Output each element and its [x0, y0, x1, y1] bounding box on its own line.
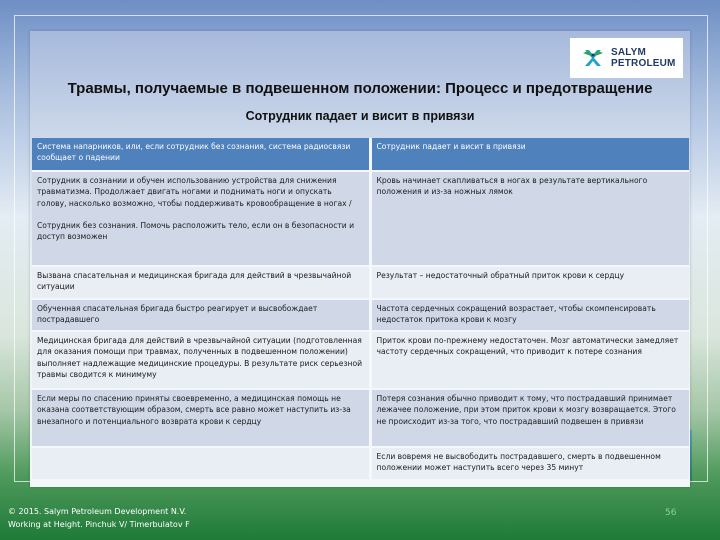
- slide-footer: [8, 505, 190, 531]
- slide-title: Травмы, получаемые в подвешенном положении: Процесс и предотвращение: [67, 80, 653, 97]
- table-cell-left: Вызвана спасательная и медицинская бригада для действий в чрезвычайной ситуации: [32, 266, 370, 299]
- slide-subtitle: Сотрудник падает и висит в привязи: [245, 109, 475, 123]
- table-row: [32, 266, 689, 299]
- cell-text: Сотрудник в сознании и обучен использованию устройства для снижения травматизма. Продолжает двигать ногами и поднимать ноги и опускать голову, насколько возможно, чтобы поддерживать кровообращение в ногах /: [37, 176, 352, 208]
- table-cell-left: Обученная спасательная бригада быстро реагирует и высвобождает пострадавшего: [32, 299, 370, 331]
- table-row: [32, 389, 689, 447]
- table-row: [32, 447, 689, 480]
- table-cell-right: Кровь начинает скапливаться в ногах в результате вертикального положения и из-за ножных лямок: [370, 171, 689, 266]
- table-cell-right: Если вовремя не высвободить пострадавшего, смерть в подвешенном положении может наступить всего через 35 минут: [370, 447, 689, 480]
- table-row: [32, 331, 689, 389]
- logo-text: [611, 47, 676, 69]
- footer-authors: Working at Height. Pinchuk V/ Timerbulatov F: [8, 520, 190, 529]
- table-cell-right: Частота сердечных сокращений возрастает, чтобы скомпенсировать недостаток притока крови к мозгу: [370, 299, 689, 331]
- cell-text-extra: Сотрудник без сознания. Помочь расположить тело, если он в безопасности и доступ возможен: [37, 220, 355, 242]
- table-cell-right: Приток крови по-прежнему недостаточен. Мозг автоматически замедляет частоту сердечных сокращений, что приводит к потере сознания: [370, 331, 689, 389]
- table-row: [32, 171, 689, 266]
- logo-line-2: PETROLEUM: [611, 58, 676, 69]
- table-row: [32, 299, 689, 331]
- table-cell-right: Потеря сознания обычно приводит к тому, что пострадавший принимает лежачее положение, при этом приток крови к мозгу возвращается. Этого не происходит из-за того, что пострадавший подвешен в привязи: [370, 389, 689, 447]
- header-cell-right: Сотрудник падает и висит в привязи: [370, 138, 689, 171]
- table-cell-left: Медицинская бригада для действий в чрезвычайной ситуации (подготовленная для оказания помощи при травмах, полученных в подвешенном положении) выполняет надлежащие медицинские процедуры. В результате риск серьезной травмы сводится к минимуму: [32, 331, 370, 389]
- page-number: 56: [665, 508, 677, 518]
- company-logo: [570, 38, 683, 78]
- salym-logo-icon: [582, 47, 604, 69]
- header-cell-left: Система напарников, или, если сотрудник без сознания, система радиосвязи сообщает о падении: [32, 138, 370, 171]
- process-table: [32, 138, 689, 481]
- footer-copyright: © 2015. Salym Petroleum Development N.V.: [8, 507, 187, 516]
- table-header-row: [32, 138, 689, 171]
- table-cell-left-empty: [32, 447, 370, 480]
- table-cell-left: Если меры по спасению приняты своевременно, а медицинская помощь не оказана соответствующим образом, смерть все равно может наступить из-за внезапного и потенциального возврата крови к сердцу: [32, 389, 370, 447]
- table-cell-left: [32, 171, 370, 266]
- logo-line-1: SALYM: [611, 47, 647, 58]
- table-cell-right: Результат – недостаточный обратный приток крови к сердцу: [370, 266, 689, 299]
